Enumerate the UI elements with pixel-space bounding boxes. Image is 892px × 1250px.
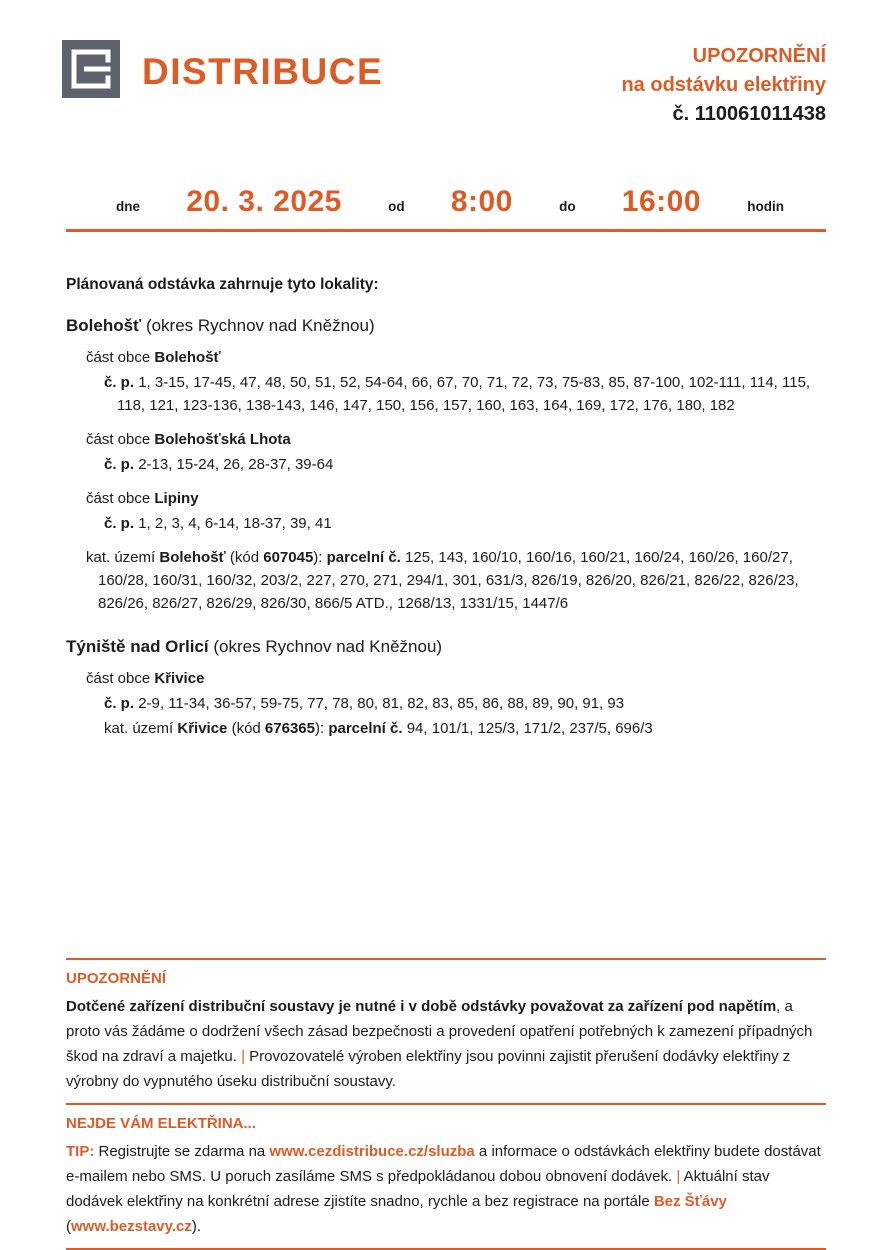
text-segment: Provozovatelé výroben elektřiny jsou povinni zajistit přerušení dodávky elektřiny z výrobny do vypnutého úseku distribuční soustavy.	[66, 1048, 791, 1090]
text-segment: Dotčené zařízení distribuční soustavy je nutné i v době odstávky považovat za zařízení pod napětím	[66, 998, 777, 1015]
text-segment: Křivice	[154, 670, 205, 687]
locality-line-cast	[66, 428, 826, 451]
text-segment: Bolehošť	[159, 549, 226, 566]
cez-logo-icon	[62, 40, 120, 103]
notice-title-line2: na odstávku elektřiny	[621, 74, 826, 96]
text-segment: 676365	[264, 720, 315, 737]
divider-middle	[66, 1103, 826, 1105]
locality-line-cast	[66, 667, 826, 690]
text-segment: parcelní č.	[326, 549, 406, 566]
brand-wordmark: DISTRIBUCE	[142, 50, 384, 92]
text-segment: ):	[313, 549, 327, 566]
schedule-row	[66, 185, 826, 232]
text-segment: č. p.	[104, 515, 139, 532]
text-segment: a informace o odstávkách elektřiny budete dostávat e-mailem nebo SMS. U poruch zasíláme SMS s předpokládanou dobou obnovení dodávek.	[66, 1143, 821, 1185]
text-segment: parcelní č.	[328, 720, 407, 737]
text-segment: část obce	[86, 670, 155, 687]
text-segment: kat. území	[86, 549, 160, 566]
text-segment: 607045	[263, 549, 314, 566]
link-bezstavy-url[interactable]: www.bezstavy.cz	[71, 1218, 192, 1235]
locality-section	[66, 637, 826, 740]
from-time: 8:00	[450, 185, 513, 218]
text-segment: Týniště nad Orlicí	[66, 637, 209, 656]
localities-list	[66, 316, 826, 740]
text-segment: Bolehošťská Lhota	[154, 431, 291, 448]
text-segment: část obce	[86, 349, 155, 366]
text-segment: Bolehošť	[154, 349, 221, 366]
locality-line-cast	[66, 346, 826, 369]
locality-line-cp	[66, 692, 826, 715]
text-segment: Bolehošť	[66, 316, 142, 335]
text-segment: 1, 2, 3, 4, 6-14, 18-37, 39, 41	[138, 515, 332, 532]
from-label: od	[388, 199, 405, 214]
outage-date: 20. 3. 2025	[186, 185, 342, 218]
brand	[62, 40, 383, 103]
localities-heading: Plánovaná odstávka zahrnuje tyto lokality:	[66, 276, 379, 293]
text-segment: č. p.	[104, 374, 139, 391]
hours-label: hodin	[747, 199, 784, 214]
to-time: 16:00	[621, 185, 702, 218]
text-segment: 2-9, 11-34, 36-57, 59-75, 77, 78, 80, 81, 82, 83, 85, 86, 88, 89, 90, 91, 93	[138, 695, 625, 712]
text-segment: |	[676, 1168, 681, 1185]
date-label: dne	[116, 199, 141, 214]
locality-line-cp	[66, 453, 826, 476]
text-segment: (okres Rychnov nad Kněžnou)	[208, 637, 443, 656]
notice-number: č. 110061011438	[672, 103, 826, 125]
text-segment: ).	[191, 1218, 202, 1235]
divider-top	[66, 958, 826, 960]
warning-paragraph	[66, 994, 826, 1094]
locality-section	[66, 316, 826, 615]
to-label: do	[559, 199, 576, 214]
text-segment: , a proto vás žádáme o dodržení všech zásad bezpečnosti a provedení opatření potřebných k zamezení případných škod na zdraví a majetku.	[66, 998, 813, 1065]
text-segment: Aktuální stav dodávek elektřiny na konkrétní adrese zjistíte snadno, rychle a bez registrace na portále	[66, 1168, 770, 1210]
locality-title	[66, 316, 826, 336]
text-segment: kat. území	[104, 720, 178, 737]
header	[62, 40, 826, 129]
text-segment: (okres Rychnov nad Kněžnou)	[141, 316, 375, 335]
text-segment: č. p.	[104, 456, 139, 473]
locality-title	[66, 637, 826, 657]
text-segment: část obce	[86, 490, 155, 507]
link-cezdistribuce-sluzba[interactable]: www.cezdistribuce.cz/sluzba	[269, 1143, 475, 1160]
localities-content	[66, 276, 826, 740]
notice-title-line1: UPOZORNĚNÍ	[692, 45, 826, 67]
text-segment: (kód	[227, 720, 265, 737]
text-segment: 1, 3-15, 17-45, 47, 48, 50, 51, 52, 54-64, 66, 67, 70, 71, 72, 73, 75-83, 85, 87-100, 102-111, 114, 115, 118, 121, 123-136, 138-143, 146, 147, 150, 156, 157, 160, 163, 164, 169, 172, 176, 180, 182	[117, 374, 811, 414]
text-segment: |	[241, 1048, 245, 1065]
text-segment: Registrujte se zdarma na	[94, 1143, 270, 1160]
text-segment: č. p.	[104, 695, 139, 712]
footer-notices	[66, 958, 826, 1250]
text-segment: (	[66, 1218, 71, 1235]
no-power-heading: NEJDE VÁM ELEKTŘINA...	[66, 1115, 257, 1132]
warning-heading: UPOZORNĚNÍ	[66, 970, 167, 987]
text-segment: (kód	[225, 549, 264, 566]
locality-line-cp	[66, 512, 826, 535]
text-segment: ):	[314, 720, 329, 737]
text-segment: 94, 101/1, 125/3, 171/2, 237/5, 696/3	[406, 720, 653, 737]
locality-line-cp	[66, 371, 826, 417]
text-segment: část obce	[86, 431, 155, 448]
locality-line-kat1	[66, 546, 826, 615]
no-power-paragraph	[66, 1139, 826, 1239]
text-segment: Křivice	[177, 720, 228, 737]
text-segment: 125, 143, 160/10, 160/16, 160/21, 160/24, 160/26, 160/27, 160/28, 160/31, 160/32, 203/2, 227, 270, 271, 294/1, 301, 631/3, 826/19, 826/20, 826/21, 826/22, 826/23, 826/26, 826/27, 826/29, 826/30, 866/5 ATD., 1268/13, 1331/15, 1447/6	[98, 549, 799, 612]
text-segment: 2-13, 15-24, 26, 28-37, 39-64	[138, 456, 334, 473]
text-segment: TIP:	[66, 1143, 95, 1160]
text-segment: Lipiny	[154, 490, 199, 507]
notice-title-block	[621, 42, 826, 129]
link-bezstavy-portal[interactable]: Bez Šťávy	[653, 1193, 727, 1210]
locality-line-cast	[66, 487, 826, 510]
locality-line-cp	[66, 717, 826, 740]
outage-notice-page	[0, 40, 892, 1235]
